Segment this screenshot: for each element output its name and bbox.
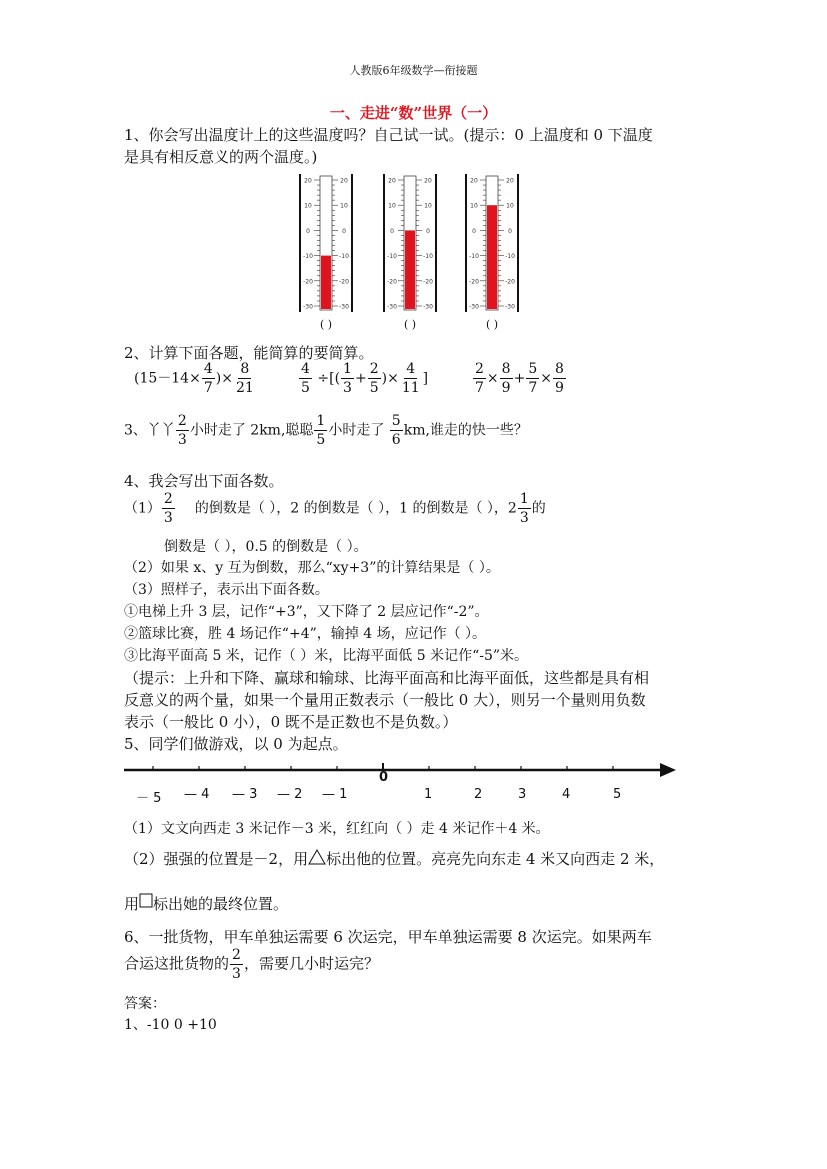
thermometer-mercury [321, 256, 331, 309]
thermometer-answer-blank: ( ) [319, 318, 333, 331]
q6-line2: 合运这批货物的 $\frac{2}{3}$ ，需要几小时运完？ [124, 947, 379, 982]
number-line-label: 5 [613, 787, 622, 802]
thermometer-tick-label: -30 [505, 303, 515, 311]
q4-hint-line2: 反意义的两个量，如果一个量用正数表示（一般比 0 大），则另一个量则用负数 [124, 691, 646, 709]
section-title: 一、走进“数”世界（一） [329, 104, 498, 122]
thermometer-tick-label: 0 [342, 227, 346, 235]
q6-line1: 6、一批货物，甲车单独运需要 6 次运完，甲车单独运需要 8 次运完。如果两车 [124, 928, 652, 946]
q4-case3: ③比海平面高 5 米，记作（ ）米，比海平面低 5 米记作“-5”米。 [124, 648, 529, 664]
thermometer-tick-label: 0 [472, 227, 476, 235]
thermometer-tick-label: 10 [388, 202, 396, 210]
thermometer-tick-label: -30 [303, 303, 313, 311]
thermometer-tick-label: -20 [505, 278, 515, 286]
thermometer-tick-label: 10 [506, 202, 514, 210]
q4-sub1: （1） $\frac{2}{3}$ 的倒数是（ ），2 的倒数是（ ），1 的倒数是（ ），2 $\frac{1}{3}$ 的 [124, 491, 546, 526]
number-line-label: — 4 [184, 787, 210, 802]
q4-case2: ②篮球比赛，胜 4 场记作“+4”，输掉 4 场，应记作（ ）。 [124, 626, 487, 642]
q2-expression-2: $\frac{4}{5}$ ÷[( $\frac{1}{3}$ + $\frac{2}{5}$ )× $\frac{4}{11}$ ] [301, 361, 429, 396]
thermometer-tick-label: -30 [469, 303, 479, 311]
thermometer-answer-blank: ( ) [485, 318, 499, 331]
number-line-label: 4 [562, 787, 571, 802]
thermometer-mercury [405, 230, 415, 309]
thermometer-tick-label: 20 [340, 177, 348, 185]
thermometer-tick-label: 20 [506, 177, 514, 185]
thermometer-tick-label: -30 [423, 303, 433, 311]
thermometer-tick-label: -20 [423, 278, 433, 286]
thermometer-tick-label: -10 [423, 253, 433, 261]
q4-sub2: （2）如果 x、y 互为倒数，那么“xy+3”的计算结果是（ ）。 [124, 560, 500, 576]
thermometer-tick-label: 20 [304, 177, 312, 185]
thermometer-tick-label: 20 [424, 177, 432, 185]
thermometer-tick-label: -10 [387, 253, 397, 261]
q4-title: 4、我会写出下面各数。 [124, 472, 284, 490]
q4-sub3: （3）照样子，表示出下面各数。 [124, 582, 329, 598]
thermometer-tick-label: 10 [340, 202, 348, 210]
answer-1: 1、-10 0 +10 [124, 1017, 217, 1033]
q2-title: 2、计算下面各题，能简算的要简算。 [124, 344, 374, 362]
thermometer-tick-label: 0 [508, 227, 512, 235]
answers-title: 答案： [124, 996, 166, 1012]
q4-case1: ①电梯上升 3 层，记作“+3”，又下降了 2 层应记作“-2”。 [124, 604, 489, 620]
thermometer-tick-label: -10 [339, 253, 349, 261]
q5-sub1: （1）文文向西走 3 米记作－3 米，红红向（ ）走 4 米记作＋4 米。 [124, 821, 550, 837]
number-line-label: 3 [518, 787, 527, 802]
thermometer-tick-label: -20 [339, 278, 349, 286]
thermometer-tick-label: -30 [387, 303, 397, 311]
thermometer-tick-label: -20 [303, 278, 313, 286]
q4-hint-line1: （提示：上升和下降、赢球和输球、比海平面高和比海平面低，这些都是具有相 [124, 669, 650, 687]
square-icon [139, 893, 153, 909]
q1-text-line1: 1、你会写出温度计上的这些温度吗？自己试一试。(提示：0 上温度和 0 下温度 [124, 126, 653, 144]
q5-sub2-line2: 用 标出她的最终位置。 [124, 895, 289, 913]
q4-sub1-line2: 倒数是（ ），0.5 的倒数是（ ）。 [164, 539, 368, 555]
thermometer-tick-label: -30 [339, 303, 349, 311]
thermometer-tick-label: 0 [390, 227, 394, 235]
q5-title: 5、同学们做游戏，以 0 为起点。 [124, 735, 348, 753]
number-line-label: 1 [424, 787, 433, 802]
thermometer-tick-label: -10 [469, 253, 479, 261]
number-line-label: — 1 [322, 787, 348, 802]
thermometer-tick-label: 20 [470, 177, 478, 185]
thermometer-tick-label: 10 [470, 202, 478, 210]
thermometer-tick-label: 20 [388, 177, 396, 185]
q3-text: 3、丫丫 $\frac{2}{3}$ 小时走了 2km,聪聪 $\frac{1}{5}$ 小时走了 $\frac{5}{6}$ km,谁走的快一些？ [124, 413, 528, 448]
thermometer-tick-label: -10 [505, 253, 515, 261]
number-line [120, 757, 680, 787]
triangle-icon [308, 849, 326, 865]
thermometer-tick-label: 10 [304, 202, 312, 210]
running-header: 人教版6年级数学—衔接题 [349, 64, 478, 77]
thermometer-tick-label: -20 [387, 278, 397, 286]
number-line-label: — 2 [277, 787, 303, 802]
thermometer-tick-label: 0 [306, 227, 310, 235]
number-line-label: 2 [474, 787, 483, 802]
thermometer-answer-blank: ( ) [403, 318, 417, 331]
number-line-origin: 0 [379, 770, 389, 785]
q2-expression-1: (15－14× $\frac{4}{7}$ )× $\frac{8}{21}$ [134, 361, 254, 396]
number-line-label: － 5 [136, 791, 162, 806]
thermometer-tick-label: -10 [303, 253, 313, 261]
q4-hint-line3: 表示（一般比 0 小），0 既不是正数也不是负数。） [124, 713, 458, 731]
q5-sub2: （2）强强的位置是－2，用 标出他的位置。亮亮先向东走 4 米又向西走 2 米， [124, 850, 665, 868]
number-line-label: — 3 [232, 787, 258, 802]
thermometer-tick-label: 10 [424, 202, 432, 210]
thermometer-mercury [487, 205, 497, 309]
thermometer-tick-label: -20 [469, 278, 479, 286]
thermometer-tick-label: 0 [426, 227, 430, 235]
thermometer-group [292, 170, 552, 334]
q1-text-line2: 是具有相反意义的两个温度。) [124, 148, 318, 166]
q2-expression-3: $\frac{2}{7}$ × $\frac{8}{9}$ + $\frac{5}{7}$ × $\frac{8}{9}$ [475, 361, 564, 396]
